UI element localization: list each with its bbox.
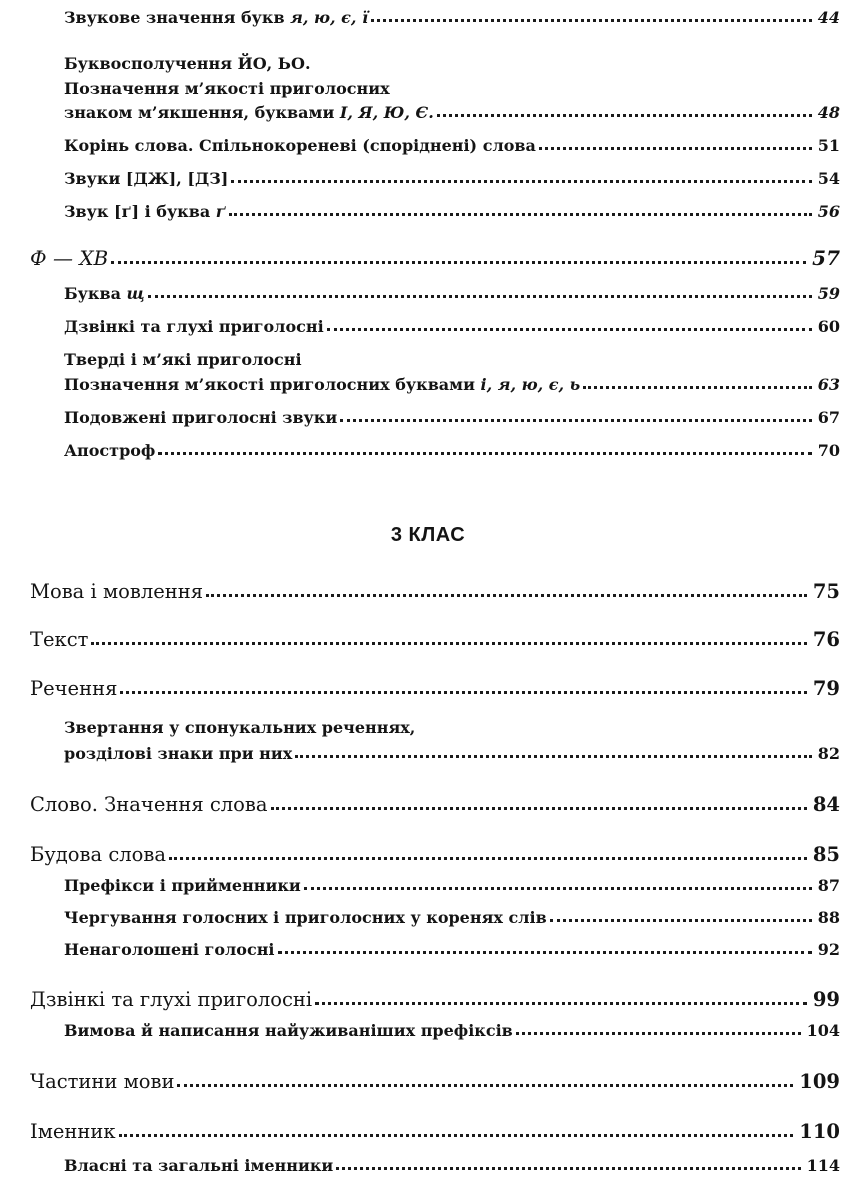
toc-chapter-title: Текст — [30, 628, 89, 651]
toc-entry[interactable] — [64, 441, 840, 460]
toc-entry-title: Подовжені приголосні звуки — [64, 408, 338, 427]
toc-chapter-title: Частини мови — [30, 1070, 175, 1093]
toc-entry[interactable] — [64, 1021, 840, 1040]
toc-entry[interactable] — [64, 408, 840, 427]
toc-chapter-title: Ф — ХВ — [30, 246, 109, 270]
toc-chapter-title: Речення — [30, 677, 118, 700]
toc-page-number: 85 — [812, 843, 840, 866]
toc-chapter-title: Будова слова — [30, 843, 167, 866]
leader-dots — [539, 147, 812, 150]
toc-chapter[interactable] — [30, 677, 840, 700]
toc-entry-title: Власні та загальні іменники — [64, 1156, 334, 1175]
toc-chapter[interactable] — [30, 1070, 840, 1093]
toc-entry-title: Звуки [ДЖ], [ДЗ] — [64, 169, 229, 188]
leader-dots — [516, 1032, 801, 1035]
toc-page-number: 87 — [817, 876, 840, 895]
toc-entry[interactable] — [64, 1156, 840, 1175]
leader-dots — [119, 1134, 794, 1137]
toc-entry[interactable] — [64, 284, 840, 303]
toc-entry[interactable] — [64, 103, 840, 122]
toc-page-number: 110 — [799, 1120, 840, 1143]
leader-dots — [550, 919, 812, 922]
toc-chapter[interactable] — [30, 843, 840, 866]
leader-dots — [327, 328, 812, 331]
toc-entry-title: Звукове значення букв я, ю, є, ї — [64, 8, 369, 27]
leader-dots — [111, 261, 806, 264]
toc-entry-title: Буква щ — [64, 284, 145, 303]
toc-entry-title: Звук [ґ] і буква ґ — [64, 202, 226, 221]
leader-dots — [340, 419, 812, 422]
toc-page-number: 48 — [817, 103, 840, 122]
toc-page-number: 109 — [799, 1070, 840, 1093]
leader-dots — [315, 1002, 807, 1005]
leader-dots — [295, 755, 811, 758]
leader-dots — [169, 857, 807, 860]
toc-entry[interactable] — [64, 375, 840, 394]
toc-page-number: 60 — [817, 317, 840, 336]
toc-chapter[interactable] — [30, 988, 840, 1011]
toc-entry[interactable] — [64, 876, 840, 895]
leader-dots — [278, 951, 812, 954]
toc-chapter[interactable] — [30, 628, 840, 651]
toc-entry[interactable] — [64, 908, 840, 927]
leader-dots — [271, 807, 807, 810]
section-heading: 3 КЛАС — [390, 524, 466, 546]
toc-page-number: 76 — [812, 628, 840, 651]
leader-dots — [177, 1084, 793, 1087]
toc-entry-line: Позначення м’якості приголосних — [64, 79, 390, 98]
toc-entry[interactable] — [64, 136, 840, 155]
toc-page-number: 99 — [812, 988, 840, 1011]
toc-page-number: 84 — [812, 793, 840, 816]
toc-entry[interactable] — [64, 8, 840, 27]
toc-chapter[interactable] — [30, 580, 840, 603]
toc-page-number: 70 — [817, 441, 840, 460]
toc-chapter-title: Мова і мовлення — [30, 580, 204, 603]
toc-page-number: 57 — [812, 246, 840, 270]
leader-dots — [371, 19, 812, 22]
toc-page-number: 54 — [817, 169, 840, 188]
toc-entry-line: Тверді і м’які приголосні — [64, 350, 302, 369]
toc-page-number: 56 — [817, 202, 840, 221]
toc-entry-title: Дзвінкі та глухі приголосні — [64, 317, 324, 336]
toc-entry-line: Буквосполучення ЙО, ЬО. — [64, 54, 311, 73]
leader-dots — [158, 452, 811, 455]
toc-entry[interactable] — [64, 202, 840, 221]
toc-entry-title: розділові знаки при них — [64, 744, 293, 763]
toc-chapter-title: Іменник — [30, 1120, 116, 1143]
leader-dots — [206, 594, 807, 597]
leader-dots — [304, 887, 812, 890]
toc-page-number: 82 — [817, 744, 840, 763]
toc-entry-title: Вимова й написання найуживаніших префіксів — [64, 1021, 513, 1040]
leader-dots — [231, 180, 811, 183]
leader-dots — [91, 642, 806, 645]
toc-entry-title: Ненаголошені голосні — [64, 940, 275, 959]
toc-chapter-title: Дзвінкі та глухі приголосні — [30, 988, 313, 1011]
toc-entry[interactable] — [64, 169, 840, 188]
toc-entry-title: Позначення м’якості приголосних буквами і, я, ю, є, ь — [64, 375, 581, 394]
leader-dots — [336, 1167, 800, 1170]
leader-dots — [229, 213, 812, 216]
toc-chapter[interactable] — [30, 246, 840, 270]
toc-page-number: 88 — [817, 908, 840, 927]
toc-page-number: 75 — [812, 580, 840, 603]
toc-entry-title: Чергування голосних і приголосних у коренях слів — [64, 908, 547, 927]
toc-page-number: 104 — [806, 1021, 840, 1040]
toc-entry-title: Корінь слова. Спільнокореневі (споріднені) слова — [64, 136, 536, 155]
leader-dots — [148, 295, 812, 298]
toc-entry-title: знаком м’якшення, буквами І, Я, Ю, Є. — [64, 103, 434, 122]
leader-dots — [120, 691, 806, 694]
toc-page-number: 79 — [812, 677, 840, 700]
toc-page-number: 114 — [806, 1156, 840, 1175]
toc-page-number: 59 — [817, 284, 840, 303]
toc-page-number: 44 — [817, 8, 840, 27]
leader-dots — [583, 386, 812, 389]
toc-entry-title: Префікси і прийменники — [64, 876, 301, 895]
toc-page-number: 92 — [817, 940, 840, 959]
toc-entry[interactable] — [64, 317, 840, 336]
toc-entry[interactable] — [64, 744, 840, 763]
toc-page-number: 67 — [817, 408, 840, 427]
toc-chapter-title: Слово. Значення слова — [30, 793, 268, 816]
toc-page-number: 51 — [817, 136, 840, 155]
toc-chapter[interactable] — [30, 793, 840, 816]
toc-entry[interactable] — [64, 940, 840, 959]
toc-page-number: 63 — [817, 375, 840, 394]
toc-entry-title: Апостроф — [64, 441, 156, 460]
leader-dots — [437, 114, 812, 117]
toc-entry-line: Звертання у спонукальних реченнях, — [64, 718, 416, 737]
toc-chapter[interactable] — [30, 1120, 840, 1143]
